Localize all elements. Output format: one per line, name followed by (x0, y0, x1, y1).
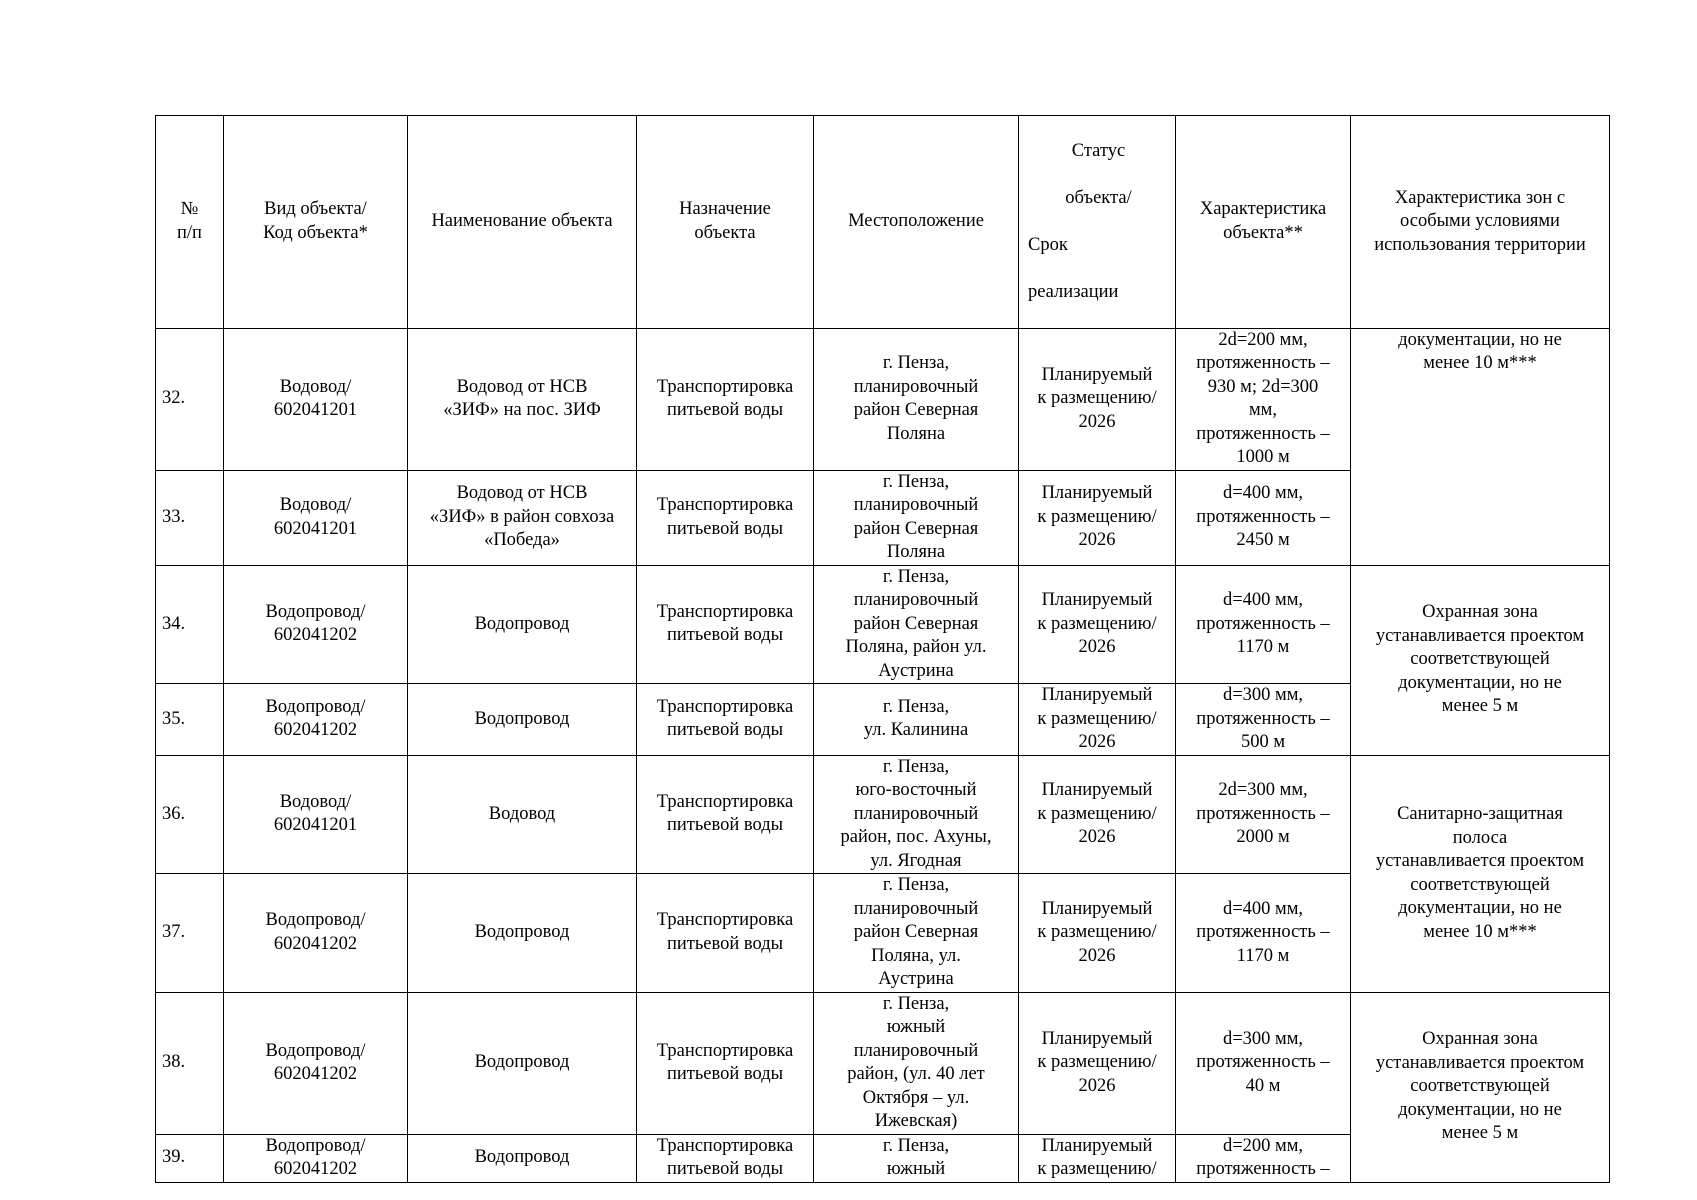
row-type-code: Водопровод/ 602041202 (224, 874, 408, 993)
row-status: Планируемый к размещению/ 2026 (1019, 874, 1176, 993)
row-num: 37. (156, 874, 224, 993)
objects-table (155, 115, 1610, 1183)
row-type-code: Водопровод/ 602041202 (224, 565, 408, 684)
header-status-line4: реализации (1028, 281, 1119, 302)
row-characteristic: d=400 мм, протяженность – 1170 м (1176, 874, 1351, 993)
row-purpose: Транспортировка питьевой воды (637, 684, 814, 756)
row-characteristic: d=400 мм, протяженность – 2450 м (1176, 470, 1351, 565)
row-characteristic: d=300 мм, протяженность – 500 м (1176, 684, 1351, 756)
row-name: Водопровод (408, 992, 637, 1134)
header-status-line3: Срок (1028, 234, 1068, 255)
table-row (156, 328, 1610, 470)
row-purpose: Транспортировка питьевой воды (637, 1134, 814, 1182)
row-type-code: Водопровод/ 602041202 (224, 684, 408, 756)
row-status: Планируемый к размещению/ (1019, 1134, 1176, 1182)
row-characteristic: 2d=200 мм, протяженность – 930 м; 2d=300 мм, протяженность – 1000 м (1176, 328, 1351, 470)
header-num: № п/п (156, 116, 224, 329)
row-location: г. Пенза, планировочный район Северная Поляна (814, 470, 1019, 565)
row-type-code: Водопровод/ 602041202 (224, 1134, 408, 1182)
row-characteristic: 2d=300 мм, протяженность – 2000 м (1176, 755, 1351, 874)
row-type-code: Водовод/ 602041201 (224, 755, 408, 874)
table-row (156, 565, 1610, 684)
header-type-code: Вид объекта/ Код объекта* (224, 116, 408, 329)
row-characteristic: d=400 мм, протяженность – 1170 м (1176, 565, 1351, 684)
row-name: Водовод от НСВ «ЗИФ» на пос. ЗИФ (408, 328, 637, 470)
row-purpose: Транспортировка питьевой воды (637, 565, 814, 684)
row-status: Планируемый к размещению/ 2026 (1019, 755, 1176, 874)
row-purpose: Транспортировка питьевой воды (637, 328, 814, 470)
row-type-code: Водовод/ 602041201 (224, 470, 408, 565)
row-characteristic: d=200 мм, протяженность – (1176, 1134, 1351, 1182)
row-location: г. Пенза, планировочный район Северная Поляна, ул. Аустрина (814, 874, 1019, 993)
row-purpose: Транспортировка питьевой воды (637, 755, 814, 874)
row-status: Планируемый к размещению/ 2026 (1019, 992, 1176, 1134)
row-purpose: Транспортировка питьевой воды (637, 470, 814, 565)
row-location: г. Пенза, южный (814, 1134, 1019, 1182)
row-num: 34. (156, 565, 224, 684)
header-name: Наименование объекта (408, 116, 637, 329)
table-row (156, 992, 1610, 1134)
row-type-code: Водовод/ 602041201 (224, 328, 408, 470)
row-status: Планируемый к размещению/ 2026 (1019, 684, 1176, 756)
row-purpose: Транспортировка питьевой воды (637, 992, 814, 1134)
row-num: 39. (156, 1134, 224, 1182)
row-name: Водопровод (408, 684, 637, 756)
row-name: Водовод (408, 755, 637, 874)
row-location: г. Пенза, южный планировочный район, (ул. 40 лет Октября – ул. Ижевская) (814, 992, 1019, 1134)
row-num: 36. (156, 755, 224, 874)
row-location: г. Пенза, ул. Калинина (814, 684, 1019, 756)
row-location: г. Пенза, планировочный район Северная Поляна, район ул. Аустрина (814, 565, 1019, 684)
table-row (156, 755, 1610, 874)
row-location: г. Пенза, планировочный район Северная Поляна (814, 328, 1019, 470)
header-characteristic: Характеристика объекта** (1176, 116, 1351, 329)
row-name: Водопровод (408, 565, 637, 684)
row-status: Планируемый к размещению/ 2026 (1019, 328, 1176, 470)
row-num: 38. (156, 992, 224, 1134)
row-name: Водовод от НСВ «ЗИФ» в район совхоза «Победа» (408, 470, 637, 565)
row-num: 35. (156, 684, 224, 756)
row-num: 33. (156, 470, 224, 565)
zone-cell-1: документации, но не менее 10 м*** (1351, 328, 1610, 565)
header-location: Местоположение (814, 116, 1019, 329)
header-zones: Характеристика зон с особыми условиями использования территории (1351, 116, 1610, 329)
table-header-row (156, 116, 1610, 329)
zone-cell-2: Охранная зона устанавливается проектом соответствующей документации, но не менее 5 м (1351, 565, 1610, 755)
row-characteristic: d=300 мм, протяженность – 40 м (1176, 992, 1351, 1134)
row-status: Планируемый к размещению/ 2026 (1019, 565, 1176, 684)
row-name: Водопровод (408, 1134, 637, 1182)
header-purpose: Назначение объекта (637, 116, 814, 329)
row-name: Водопровод (408, 874, 637, 993)
header-status-line1: Статус (1071, 140, 1126, 161)
row-location: г. Пенза, юго-восточный планировочный район, пос. Ахуны, ул. Ягодная (814, 755, 1019, 874)
zone-cell-3: Санитарно-защитная полоса устанавливается проектом соответствующей документации, но не менее 10 м*** (1351, 755, 1610, 992)
row-num: 32. (156, 328, 224, 470)
zone-cell-4: Охранная зона устанавливается проектом соответствующей документации, но не менее 5 м (1351, 992, 1610, 1182)
header-status-line2: объекта/ (1065, 187, 1132, 208)
header-status (1019, 116, 1176, 329)
row-purpose: Транспортировка питьевой воды (637, 874, 814, 993)
row-status: Планируемый к размещению/ 2026 (1019, 470, 1176, 565)
row-type-code: Водопровод/ 602041202 (224, 992, 408, 1134)
